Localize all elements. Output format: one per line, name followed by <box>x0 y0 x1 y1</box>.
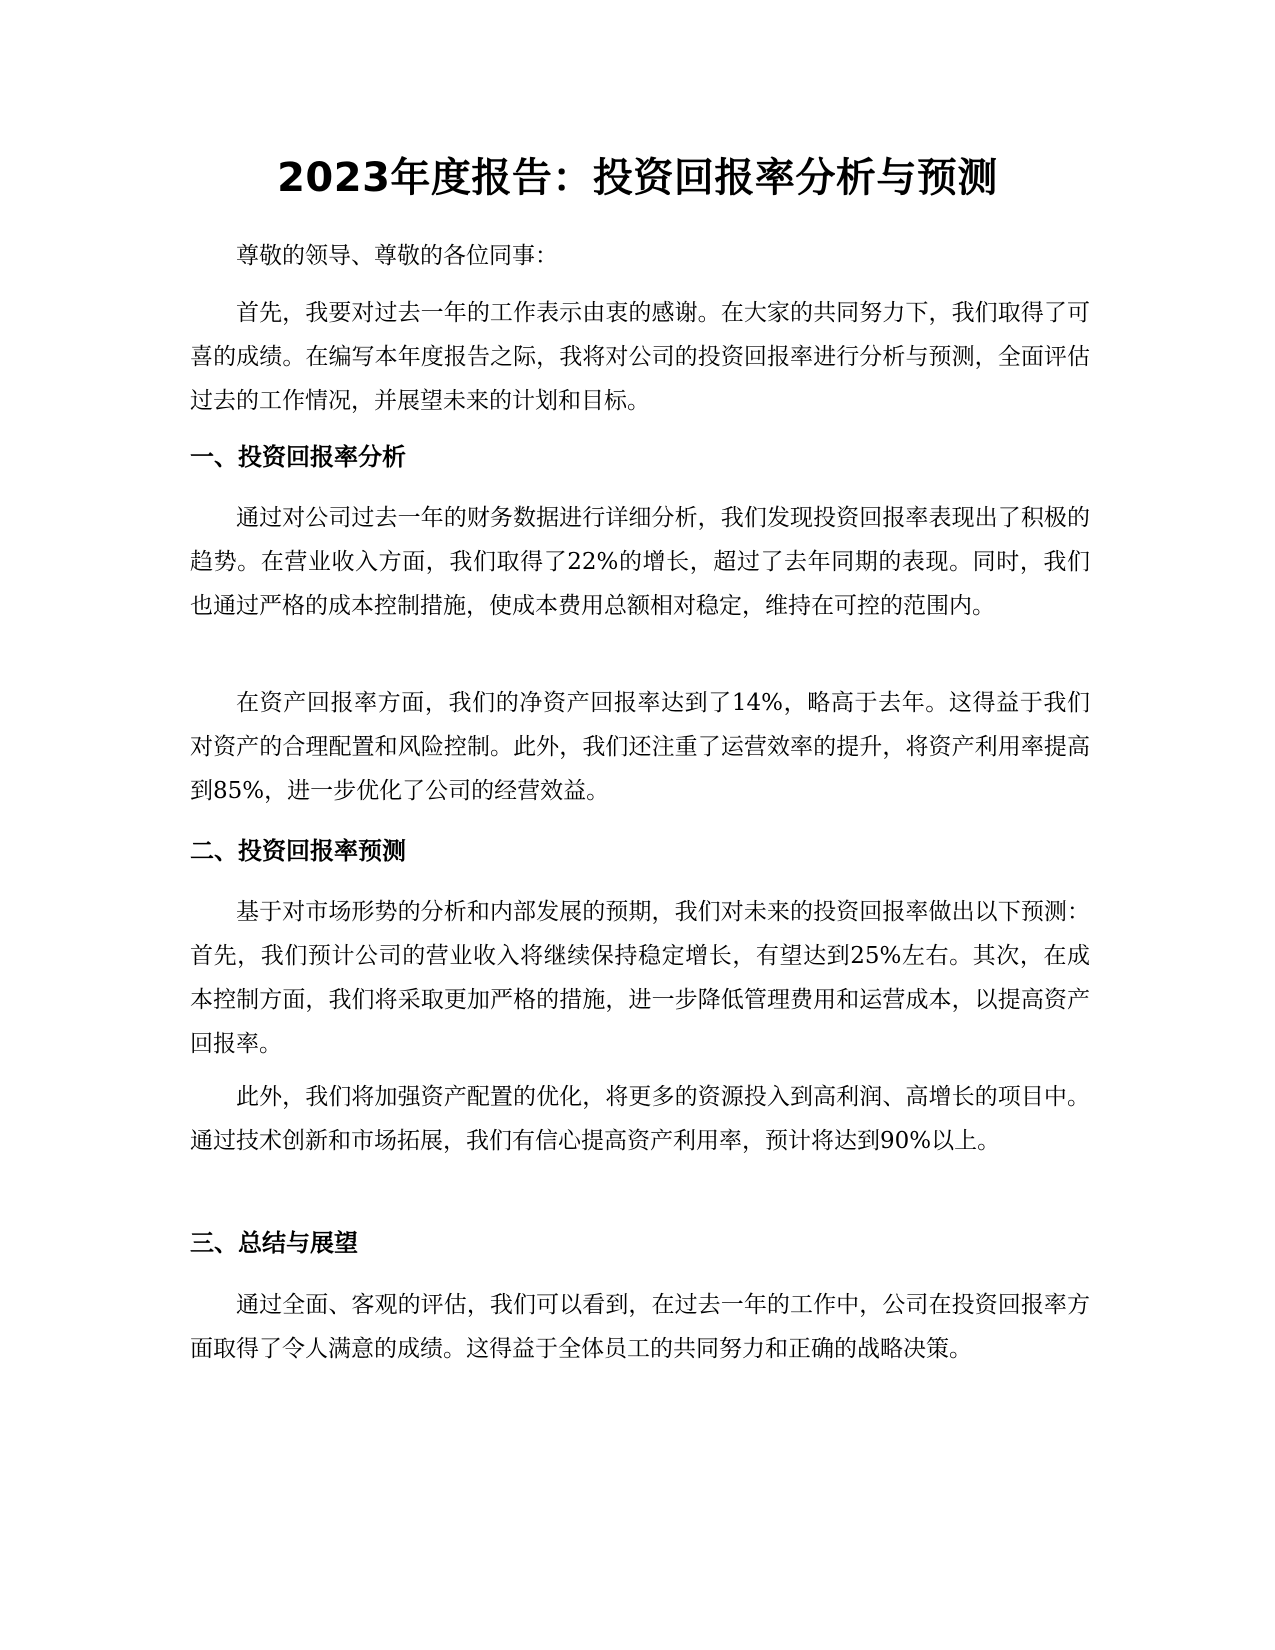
analysis-paragraph-2: 在资产回报率方面，我们的净资产回报率达到了14%，略高于去年。这得益于我们对资产的合理配置和风险控制。此外，我们还注重了运营效率的提升，将资产利用率提高到85%，进一步优化了公司的经营效益。 <box>190 690 1090 804</box>
summary-paragraph-1: 通过全面、客观的评估，我们可以看到，在过去一年的工作中，公司在投资回报率方面取得了令人满意的成绩。这得益于全体员工的共同努力和正确的战略决策。 <box>190 1292 1090 1362</box>
section-heading-forecast: 二、投资回报率预测 <box>190 837 406 865</box>
forecast-paragraph-1: 基于对市场形势的分析和内部发展的预期，我们对未来的投资回报率做出以下预测：首先，我们预计公司的营业收入将继续保持稳定增长，有望达到25%左右。其次，在成本控制方面，我们将采取更加严格的措施，进一步降低管理费用和运营成本，以提高资产回报率。 <box>190 899 1090 1057</box>
greeting-paragraph: 尊敬的领导、尊敬的各位同事： <box>236 243 558 269</box>
analysis-paragraph-1: 通过对公司过去一年的财务数据进行详细分析，我们发现投资回报率表现出了积极的趋势。在营业收入方面，我们取得了22%的增长，超过了去年同期的表现。同时，我们也通过严格的成本控制措施，使成本费用总额相对稳定，维持在可控的范围内。 <box>190 505 1090 619</box>
intro-paragraph: 首先，我要对过去一年的工作表示由衷的感谢。在大家的共同努力下，我们取得了可喜的成绩。在编写本年度报告之际，我将对公司的投资回报率进行分析与预测，全面评估过去的工作情况，并展望未来的计划和目标。 <box>190 300 1090 414</box>
page-title: 2023年度报告：投资回报率分析与预测 <box>277 155 998 201</box>
forecast-paragraph-2: 此外，我们将加强资产配置的优化，将更多的资源投入到高利润、高增长的项目中。通过技术创新和市场拓展，我们有信心提高资产利用率，预计将达到90%以上。 <box>190 1084 1090 1154</box>
section-heading-analysis: 一、投资回报率分析 <box>190 443 406 471</box>
section-heading-summary: 三、总结与展望 <box>190 1229 358 1257</box>
